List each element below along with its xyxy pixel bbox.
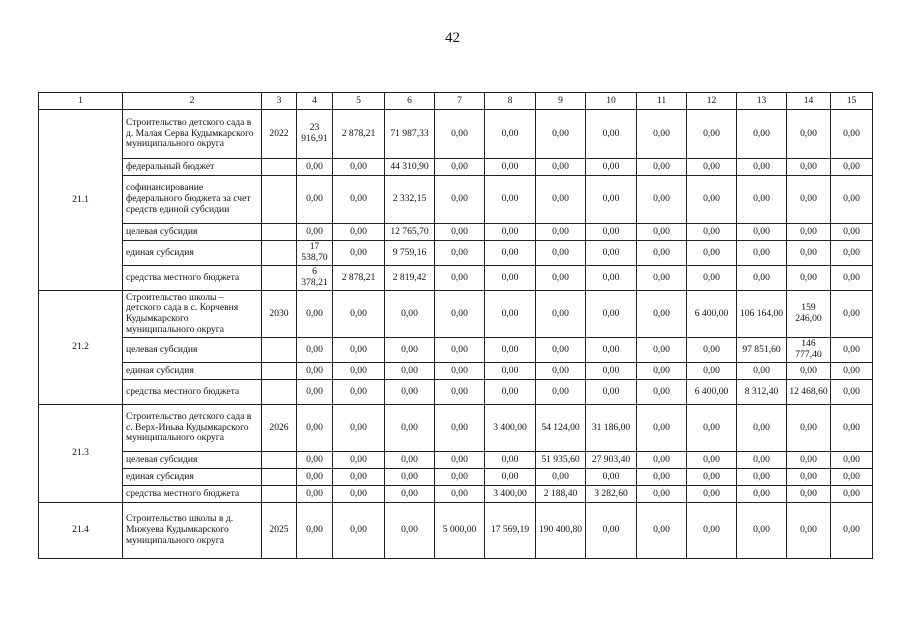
- value-cell: 0,00: [831, 503, 873, 559]
- value-cell: 0,00: [831, 266, 873, 291]
- table-row-funding-source: [39, 224, 873, 241]
- value-cell: 17 569,19: [485, 503, 536, 559]
- header-cell: 3: [262, 93, 297, 110]
- value-cell: 23 916,91: [297, 110, 333, 159]
- value-cell: 0,00: [536, 291, 586, 338]
- table-row-funding-source: [39, 469, 873, 486]
- row-name-cell: федеральный бюджет: [123, 159, 262, 176]
- row-name-cell: целевая субсидия: [123, 338, 262, 363]
- value-cell: 0,00: [787, 405, 831, 452]
- value-cell: 3 400,00: [485, 486, 536, 503]
- value-cell: 0,00: [333, 241, 385, 266]
- value-cell: 0,00: [737, 110, 787, 159]
- header-cell: 11: [637, 93, 687, 110]
- value-cell: 0,00: [435, 452, 485, 469]
- value-cell: 0,00: [687, 241, 737, 266]
- value-cell: 0,00: [687, 176, 737, 224]
- header-cell: 14: [787, 93, 831, 110]
- value-cell: 0,00: [333, 338, 385, 363]
- value-cell: 0,00: [787, 159, 831, 176]
- value-cell: 0,00: [536, 380, 586, 405]
- value-cell: 0,00: [485, 241, 536, 266]
- value-cell: 0,00: [831, 338, 873, 363]
- value-cell: 0,00: [536, 241, 586, 266]
- value-cell: 0,00: [787, 486, 831, 503]
- value-cell: 0,00: [536, 469, 586, 486]
- value-cell: 0,00: [737, 159, 787, 176]
- value-cell: 0,00: [737, 241, 787, 266]
- row-name-cell: целевая субсидия: [123, 452, 262, 469]
- value-cell: 0,00: [831, 224, 873, 241]
- value-cell: 0,00: [737, 176, 787, 224]
- value-cell: 0,00: [485, 338, 536, 363]
- value-cell: 0,00: [831, 486, 873, 503]
- value-cell: 0,00: [485, 159, 536, 176]
- value-cell: 0,00: [687, 266, 737, 291]
- value-cell: 0,00: [297, 176, 333, 224]
- value-cell: 0,00: [536, 110, 586, 159]
- table-row-funding-source: [39, 159, 873, 176]
- year-cell: [262, 224, 297, 241]
- value-cell: 0,00: [637, 503, 687, 559]
- header-cell: 10: [586, 93, 637, 110]
- year-cell: [262, 469, 297, 486]
- budget-table: [38, 92, 873, 559]
- row-name-cell: единая субсидия: [123, 363, 262, 380]
- value-cell: 0,00: [435, 266, 485, 291]
- value-cell: 0,00: [637, 452, 687, 469]
- value-cell: 0,00: [586, 338, 637, 363]
- value-cell: 0,00: [687, 405, 737, 452]
- value-cell: 0,00: [333, 452, 385, 469]
- value-cell: 0,00: [435, 486, 485, 503]
- value-cell: 0,00: [385, 469, 435, 486]
- year-cell: 2022: [262, 110, 297, 159]
- value-cell: 0,00: [831, 110, 873, 159]
- value-cell: 0,00: [586, 363, 637, 380]
- value-cell: 0,00: [737, 452, 787, 469]
- year-cell: [262, 380, 297, 405]
- value-cell: 0,00: [687, 224, 737, 241]
- value-cell: 0,00: [536, 224, 586, 241]
- value-cell: 0,00: [485, 380, 536, 405]
- value-cell: 0,00: [485, 176, 536, 224]
- year-cell: [262, 266, 297, 291]
- value-cell: 146 777,40: [787, 338, 831, 363]
- value-cell: 0,00: [637, 159, 687, 176]
- value-cell: 0,00: [687, 159, 737, 176]
- value-cell: 0,00: [637, 405, 687, 452]
- year-cell: [262, 338, 297, 363]
- value-cell: 0,00: [586, 176, 637, 224]
- table-row-funding-source: [39, 363, 873, 380]
- header-cell: 6: [385, 93, 435, 110]
- value-cell: 0,00: [586, 241, 637, 266]
- value-cell: 0,00: [385, 291, 435, 338]
- value-cell: 0,00: [297, 452, 333, 469]
- value-cell: 0,00: [435, 110, 485, 159]
- value-cell: 0,00: [687, 110, 737, 159]
- value-cell: 0,00: [536, 176, 586, 224]
- value-cell: 0,00: [435, 224, 485, 241]
- header-cell: 12: [687, 93, 737, 110]
- row-name-cell: единая субсидия: [123, 241, 262, 266]
- value-cell: 0,00: [831, 241, 873, 266]
- value-cell: 0,00: [536, 338, 586, 363]
- value-cell: 0,00: [435, 241, 485, 266]
- value-cell: 0,00: [297, 363, 333, 380]
- value-cell: 0,00: [435, 338, 485, 363]
- header-cell: 2: [123, 93, 262, 110]
- value-cell: 0,00: [687, 338, 737, 363]
- value-cell: 0,00: [297, 469, 333, 486]
- value-cell: 6 400,00: [687, 291, 737, 338]
- header-cell: 5: [333, 93, 385, 110]
- value-cell: 0,00: [586, 503, 637, 559]
- table-row-project: [39, 110, 873, 159]
- value-cell: 0,00: [536, 363, 586, 380]
- value-cell: 0,00: [737, 405, 787, 452]
- value-cell: 0,00: [787, 503, 831, 559]
- table-row-funding-source: [39, 176, 873, 224]
- value-cell: 54 124,00: [536, 405, 586, 452]
- year-cell: 2025: [262, 503, 297, 559]
- row-name-cell: средства местного бюджета: [123, 266, 262, 291]
- value-cell: 0,00: [737, 266, 787, 291]
- value-cell: 0,00: [333, 224, 385, 241]
- header-cell: 8: [485, 93, 536, 110]
- value-cell: 97 851,60: [737, 338, 787, 363]
- value-cell: 0,00: [787, 469, 831, 486]
- value-cell: 0,00: [297, 405, 333, 452]
- table-row-funding-source: [39, 380, 873, 405]
- value-cell: 0,00: [831, 380, 873, 405]
- value-cell: 0,00: [737, 363, 787, 380]
- value-cell: 0,00: [586, 266, 637, 291]
- table-row-funding-source: [39, 266, 873, 291]
- value-cell: 0,00: [385, 452, 435, 469]
- value-cell: 159 246,00: [787, 291, 831, 338]
- value-cell: 0,00: [831, 291, 873, 338]
- year-cell: [262, 159, 297, 176]
- value-cell: 0,00: [637, 338, 687, 363]
- value-cell: 0,00: [435, 363, 485, 380]
- value-cell: 12 468,60: [787, 380, 831, 405]
- value-cell: 0,00: [333, 291, 385, 338]
- value-cell: 0,00: [637, 486, 687, 503]
- value-cell: 0,00: [687, 503, 737, 559]
- value-cell: 0,00: [435, 469, 485, 486]
- value-cell: 0,00: [831, 363, 873, 380]
- row-name-cell: средства местного бюджета: [123, 380, 262, 405]
- value-cell: 0,00: [536, 159, 586, 176]
- year-cell: [262, 452, 297, 469]
- value-cell: 0,00: [637, 469, 687, 486]
- value-cell: 0,00: [737, 469, 787, 486]
- value-cell: 0,00: [787, 266, 831, 291]
- value-cell: 0,00: [485, 110, 536, 159]
- header-cell: 7: [435, 93, 485, 110]
- table-row-funding-source: [39, 338, 873, 363]
- value-cell: 0,00: [637, 241, 687, 266]
- value-cell: 0,00: [435, 176, 485, 224]
- value-cell: 0,00: [485, 363, 536, 380]
- value-cell: 0,00: [831, 176, 873, 224]
- value-cell: 0,00: [637, 224, 687, 241]
- row-name-cell: Строительство детского сада в с. Верх-Иньва Кудымкарского муниципального округа: [123, 405, 262, 452]
- value-cell: 0,00: [485, 291, 536, 338]
- value-cell: 0,00: [586, 159, 637, 176]
- value-cell: 0,00: [787, 241, 831, 266]
- section-code-cell: 21.2: [39, 291, 123, 405]
- value-cell: 0,00: [435, 405, 485, 452]
- header-cell: 13: [737, 93, 787, 110]
- value-cell: 0,00: [536, 266, 586, 291]
- row-name-cell: софинансирование федерального бюджета за счет средств единой субсидии: [123, 176, 262, 224]
- page-number: 42: [445, 30, 460, 46]
- value-cell: 0,00: [831, 469, 873, 486]
- row-name-cell: целевая субсидия: [123, 224, 262, 241]
- value-cell: 0,00: [485, 469, 536, 486]
- value-cell: 8 312,40: [737, 380, 787, 405]
- table-row-project: [39, 291, 873, 338]
- value-cell: 0,00: [385, 338, 435, 363]
- value-cell: 0,00: [333, 469, 385, 486]
- year-cell: [262, 176, 297, 224]
- value-cell: 0,00: [831, 159, 873, 176]
- value-cell: 0,00: [586, 380, 637, 405]
- header-row: [39, 93, 873, 110]
- value-cell: 0,00: [297, 486, 333, 503]
- section-code-cell: 21.1: [39, 110, 123, 291]
- value-cell: 0,00: [787, 452, 831, 469]
- value-cell: 0,00: [435, 291, 485, 338]
- value-cell: 0,00: [787, 224, 831, 241]
- value-cell: 6 378,21: [297, 266, 333, 291]
- value-cell: 0,00: [333, 380, 385, 405]
- value-cell: 106 164,00: [737, 291, 787, 338]
- value-cell: 0,00: [687, 452, 737, 469]
- value-cell: 2 878,21: [333, 110, 385, 159]
- value-cell: 0,00: [333, 405, 385, 452]
- table-row-funding-source: [39, 241, 873, 266]
- value-cell: 0,00: [297, 224, 333, 241]
- header-cell: 1: [39, 93, 123, 110]
- value-cell: 0,00: [435, 159, 485, 176]
- value-cell: 6 400,00: [687, 380, 737, 405]
- value-cell: 0,00: [637, 291, 687, 338]
- table-row-funding-source: [39, 452, 873, 469]
- value-cell: 0,00: [485, 452, 536, 469]
- value-cell: 3 282,60: [586, 486, 637, 503]
- value-cell: 12 765,70: [385, 224, 435, 241]
- year-cell: 2026: [262, 405, 297, 452]
- value-cell: 0,00: [586, 469, 637, 486]
- value-cell: 0,00: [385, 380, 435, 405]
- value-cell: 0,00: [385, 363, 435, 380]
- value-cell: 0,00: [586, 291, 637, 338]
- header-cell: 9: [536, 93, 586, 110]
- value-cell: 31 186,00: [586, 405, 637, 452]
- value-cell: 0,00: [737, 503, 787, 559]
- value-cell: 71 987,33: [385, 110, 435, 159]
- row-name-cell: единая субсидия: [123, 469, 262, 486]
- value-cell: 0,00: [687, 363, 737, 380]
- section-code-cell: 21.3: [39, 405, 123, 503]
- value-cell: 0,00: [586, 110, 637, 159]
- header-cell: 4: [297, 93, 333, 110]
- value-cell: 2 878,21: [333, 266, 385, 291]
- value-cell: 44 310,90: [385, 159, 435, 176]
- value-cell: 0,00: [485, 224, 536, 241]
- value-cell: 0,00: [297, 503, 333, 559]
- value-cell: 17 538,70: [297, 241, 333, 266]
- value-cell: 0,00: [687, 486, 737, 503]
- value-cell: 5 000,00: [435, 503, 485, 559]
- value-cell: 0,00: [831, 452, 873, 469]
- value-cell: 0,00: [687, 469, 737, 486]
- table-row-funding-source: [39, 486, 873, 503]
- value-cell: 0,00: [297, 338, 333, 363]
- value-cell: 0,00: [385, 405, 435, 452]
- value-cell: 0,00: [333, 159, 385, 176]
- value-cell: 0,00: [637, 363, 687, 380]
- value-cell: 0,00: [737, 224, 787, 241]
- row-name-cell: Строительство школы – детского сада в с. Корчевня Кудымкарского муниципального округа: [123, 291, 262, 338]
- year-cell: [262, 241, 297, 266]
- value-cell: 0,00: [831, 405, 873, 452]
- header-cell: 15: [831, 93, 873, 110]
- value-cell: 3 400,00: [485, 405, 536, 452]
- value-cell: 0,00: [637, 176, 687, 224]
- value-cell: 0,00: [787, 176, 831, 224]
- value-cell: 0,00: [385, 503, 435, 559]
- value-cell: 27 903,40: [586, 452, 637, 469]
- year-cell: [262, 363, 297, 380]
- value-cell: 0,00: [435, 380, 485, 405]
- value-cell: 0,00: [333, 503, 385, 559]
- value-cell: 0,00: [333, 176, 385, 224]
- year-cell: [262, 486, 297, 503]
- value-cell: 0,00: [297, 291, 333, 338]
- value-cell: 190 400,80: [536, 503, 586, 559]
- value-cell: 0,00: [485, 266, 536, 291]
- row-name-cell: Строительство детского сада в д. Малая Серва Кудымкарского муниципального округа: [123, 110, 262, 159]
- value-cell: 0,00: [737, 486, 787, 503]
- value-cell: 9 759,16: [385, 241, 435, 266]
- value-cell: 0,00: [297, 380, 333, 405]
- value-cell: 0,00: [333, 486, 385, 503]
- value-cell: 0,00: [637, 110, 687, 159]
- value-cell: 2 819,42: [385, 266, 435, 291]
- value-cell: 0,00: [637, 266, 687, 291]
- year-cell: 2030: [262, 291, 297, 338]
- value-cell: 0,00: [333, 363, 385, 380]
- value-cell: 0,00: [787, 363, 831, 380]
- value-cell: 2 188,40: [536, 486, 586, 503]
- row-name-cell: Строительство школы в д. Мижуева Кудымкарского муниципального округа: [123, 503, 262, 559]
- table-row-project: [39, 405, 873, 452]
- value-cell: 0,00: [586, 224, 637, 241]
- value-cell: 0,00: [637, 380, 687, 405]
- value-cell: 51 935,60: [536, 452, 586, 469]
- row-name-cell: средства местного бюджета: [123, 486, 262, 503]
- section-code-cell: 21.4: [39, 503, 123, 559]
- table-row-project: [39, 503, 873, 559]
- value-cell: 0,00: [385, 486, 435, 503]
- value-cell: 0,00: [297, 159, 333, 176]
- value-cell: 0,00: [787, 110, 831, 159]
- value-cell: 2 332,15: [385, 176, 435, 224]
